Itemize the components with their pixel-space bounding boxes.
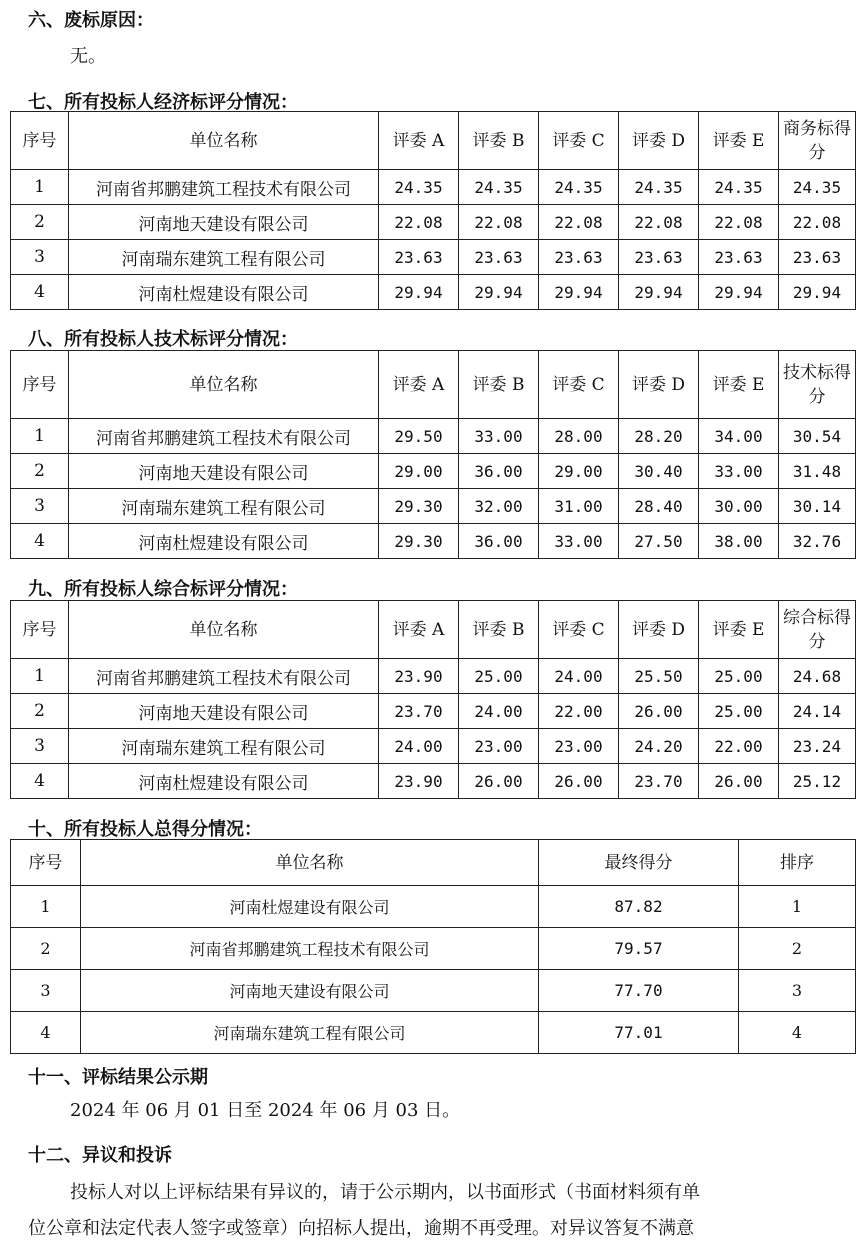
- cell-final-score: 77.01: [539, 1012, 739, 1054]
- cell-score: 31.48: [779, 454, 856, 489]
- cell-judge-a: 24.35: [379, 170, 459, 205]
- total-score-table: [10, 839, 856, 1054]
- table-row: [11, 170, 856, 205]
- cell-rank: 3: [739, 970, 856, 1012]
- table-row: [11, 659, 856, 694]
- cell-final-score: 77.70: [539, 970, 739, 1012]
- table-row: [11, 524, 856, 559]
- cell-score: 25.12: [779, 764, 856, 799]
- cell-judge-b: 25.00: [459, 659, 539, 694]
- comprehensive-score-table: [10, 600, 856, 799]
- objection-text-line-1: 投标人对以上评标结果有异议的，请于公示期内，以书面形式（书面材料须有单: [70, 1182, 700, 1203]
- cell-seq: 3: [11, 240, 69, 275]
- table-row: [11, 970, 856, 1012]
- cell-judge-b: 26.00: [459, 764, 539, 799]
- cell-seq: 2: [11, 454, 69, 489]
- section-6-text: 无。: [70, 46, 106, 67]
- table-row: [11, 240, 856, 275]
- table-row: [11, 489, 856, 524]
- cell-judge-c: 24.35: [539, 170, 619, 205]
- cell-judge-c: 29.94: [539, 275, 619, 310]
- cell-seq: 2: [11, 205, 69, 240]
- cell-judge-a: 23.63: [379, 240, 459, 275]
- cell-judge-e: 24.35: [699, 170, 779, 205]
- cell-judge-d: 25.50: [619, 659, 699, 694]
- table-row: [11, 729, 856, 764]
- cell-rank: 2: [739, 928, 856, 970]
- cell-company-name: 河南省邦鹏建筑工程技术有限公司: [69, 659, 379, 694]
- cell-judge-d: 27.50: [619, 524, 699, 559]
- header-judge-e: 评委 E: [699, 351, 779, 419]
- header-seq: 序号: [11, 112, 69, 170]
- technical-score-table: [10, 350, 856, 559]
- cell-final-score: 79.57: [539, 928, 739, 970]
- cell-judge-e: 25.00: [699, 694, 779, 729]
- section-7-title: 七、所有投标人经济标评分情况：: [28, 92, 298, 113]
- header-judge-c: 评委 C: [539, 112, 619, 170]
- cell-judge-b: 23.63: [459, 240, 539, 275]
- cell-judge-d: 22.08: [619, 205, 699, 240]
- cell-seq: 3: [11, 970, 81, 1012]
- section-11-title: 十一、评标结果公示期: [28, 1067, 208, 1088]
- table-row: [11, 928, 856, 970]
- cell-judge-a: 29.00: [379, 454, 459, 489]
- cell-company-name: 河南省邦鹏建筑工程技术有限公司: [81, 928, 539, 970]
- cell-score: 32.76: [779, 524, 856, 559]
- header-name: 单位名称: [81, 840, 539, 886]
- cell-seq: 1: [11, 659, 69, 694]
- table-row: [11, 419, 856, 454]
- cell-judge-c: 23.63: [539, 240, 619, 275]
- header-judge-d: 评委 D: [619, 601, 699, 659]
- header-judge-b: 评委 B: [459, 112, 539, 170]
- cell-judge-d: 24.35: [619, 170, 699, 205]
- cell-score: 30.14: [779, 489, 856, 524]
- cell-seq: 3: [11, 489, 69, 524]
- table-row: [11, 764, 856, 799]
- cell-judge-c: 33.00: [539, 524, 619, 559]
- header-seq: 序号: [11, 601, 69, 659]
- cell-judge-d: 28.40: [619, 489, 699, 524]
- cell-seq: 1: [11, 419, 69, 454]
- cell-judge-d: 26.00: [619, 694, 699, 729]
- header-technical-score: 技术标得分: [779, 351, 856, 419]
- cell-seq: 1: [11, 170, 69, 205]
- cell-judge-d: 30.40: [619, 454, 699, 489]
- cell-judge-d: 28.20: [619, 419, 699, 454]
- cell-company-name: 河南杜煜建设有限公司: [69, 275, 379, 310]
- cell-judge-e: 33.00: [699, 454, 779, 489]
- cell-judge-e: 26.00: [699, 764, 779, 799]
- cell-judge-b: 36.00: [459, 454, 539, 489]
- cell-company-name: 河南杜煜建设有限公司: [69, 764, 379, 799]
- cell-judge-b: 22.08: [459, 205, 539, 240]
- header-name: 单位名称: [69, 112, 379, 170]
- cell-seq: 1: [11, 886, 81, 928]
- table-row: [11, 694, 856, 729]
- cell-judge-e: 30.00: [699, 489, 779, 524]
- cell-judge-c: 29.00: [539, 454, 619, 489]
- cell-judge-d: 23.63: [619, 240, 699, 275]
- economic-score-table: [10, 111, 856, 310]
- table-row: [11, 275, 856, 310]
- cell-score: 24.35: [779, 170, 856, 205]
- header-seq: 序号: [11, 840, 81, 886]
- cell-score: 24.68: [779, 659, 856, 694]
- header-judge-c: 评委 C: [539, 351, 619, 419]
- section-6-title: 六、废标原因：: [28, 10, 154, 31]
- cell-judge-e: 34.00: [699, 419, 779, 454]
- header-name: 单位名称: [69, 601, 379, 659]
- cell-judge-a: 24.00: [379, 729, 459, 764]
- header-judge-e: 评委 E: [699, 601, 779, 659]
- header-judge-a: 评委 A: [379, 351, 459, 419]
- cell-company-name: 河南杜煜建设有限公司: [81, 886, 539, 928]
- cell-judge-e: 22.08: [699, 205, 779, 240]
- header-comprehensive-score: 综合标得分: [779, 601, 856, 659]
- table-row: [11, 1012, 856, 1054]
- cell-judge-e: 23.63: [699, 240, 779, 275]
- cell-judge-a: 29.50: [379, 419, 459, 454]
- cell-company-name: 河南地天建设有限公司: [69, 694, 379, 729]
- cell-rank: 1: [739, 886, 856, 928]
- cell-seq: 4: [11, 524, 69, 559]
- cell-seq: 4: [11, 764, 69, 799]
- cell-judge-b: 36.00: [459, 524, 539, 559]
- cell-company-name: 河南瑞东建筑工程有限公司: [81, 1012, 539, 1054]
- cell-judge-e: 25.00: [699, 659, 779, 694]
- cell-judge-b: 24.35: [459, 170, 539, 205]
- table-row: [11, 886, 856, 928]
- header-economic-score: 商务标得分: [779, 112, 856, 170]
- cell-score: 24.14: [779, 694, 856, 729]
- cell-rank: 4: [739, 1012, 856, 1054]
- cell-company-name: 河南地天建设有限公司: [69, 454, 379, 489]
- header-rank: 排序: [739, 840, 856, 886]
- section-10-title: 十、所有投标人总得分情况：: [28, 819, 262, 840]
- cell-company-name: 河南瑞东建筑工程有限公司: [69, 489, 379, 524]
- section-12-title: 十二、异议和投诉: [28, 1145, 172, 1166]
- cell-company-name: 河南地天建设有限公司: [81, 970, 539, 1012]
- header-judge-d: 评委 D: [619, 112, 699, 170]
- cell-judge-c: 22.08: [539, 205, 619, 240]
- header-seq: 序号: [11, 351, 69, 419]
- cell-company-name: 河南瑞东建筑工程有限公司: [69, 729, 379, 764]
- cell-judge-c: 28.00: [539, 419, 619, 454]
- cell-company-name: 河南省邦鹏建筑工程技术有限公司: [69, 170, 379, 205]
- cell-judge-a: 23.90: [379, 659, 459, 694]
- header-name: 单位名称: [69, 351, 379, 419]
- header-judge-a: 评委 A: [379, 112, 459, 170]
- publicity-period-text: 2024 年 06 月 01 日至 2024 年 06 月 03 日。: [70, 1100, 461, 1121]
- cell-seq: 4: [11, 1012, 81, 1054]
- table-row: [11, 205, 856, 240]
- cell-judge-c: 22.00: [539, 694, 619, 729]
- header-judge-a: 评委 A: [379, 601, 459, 659]
- cell-company-name: 河南地天建设有限公司: [69, 205, 379, 240]
- cell-judge-b: 32.00: [459, 489, 539, 524]
- cell-judge-a: 23.90: [379, 764, 459, 799]
- cell-judge-b: 33.00: [459, 419, 539, 454]
- cell-final-score: 87.82: [539, 886, 739, 928]
- objection-text-line-2: 位公章和法定代表人签字或签章）向招标人提出，逾期不再受理。对异议答复不满意: [28, 1218, 694, 1239]
- cell-judge-b: 29.94: [459, 275, 539, 310]
- cell-judge-e: 29.94: [699, 275, 779, 310]
- cell-judge-a: 29.30: [379, 524, 459, 559]
- cell-score: 30.54: [779, 419, 856, 454]
- cell-judge-a: 29.30: [379, 489, 459, 524]
- cell-seq: 2: [11, 694, 69, 729]
- cell-company-name: 河南省邦鹏建筑工程技术有限公司: [69, 419, 379, 454]
- cell-judge-b: 24.00: [459, 694, 539, 729]
- header-judge-b: 评委 B: [459, 351, 539, 419]
- cell-score: 29.94: [779, 275, 856, 310]
- header-judge-c: 评委 C: [539, 601, 619, 659]
- cell-company-name: 河南杜煜建设有限公司: [69, 524, 379, 559]
- cell-judge-a: 22.08: [379, 205, 459, 240]
- cell-judge-c: 23.00: [539, 729, 619, 764]
- cell-judge-d: 24.20: [619, 729, 699, 764]
- cell-judge-c: 24.00: [539, 659, 619, 694]
- cell-judge-c: 31.00: [539, 489, 619, 524]
- section-8-title: 八、所有投标人技术标评分情况：: [28, 329, 298, 350]
- cell-score: 23.63: [779, 240, 856, 275]
- cell-seq: 3: [11, 729, 69, 764]
- cell-seq: 2: [11, 928, 81, 970]
- cell-judge-e: 22.00: [699, 729, 779, 764]
- header-judge-b: 评委 B: [459, 601, 539, 659]
- cell-judge-d: 29.94: [619, 275, 699, 310]
- cell-judge-c: 26.00: [539, 764, 619, 799]
- header-judge-d: 评委 D: [619, 351, 699, 419]
- header-final-score: 最终得分: [539, 840, 739, 886]
- cell-company-name: 河南瑞东建筑工程有限公司: [69, 240, 379, 275]
- section-9-title: 九、所有投标人综合标评分情况：: [28, 579, 298, 600]
- cell-score: 23.24: [779, 729, 856, 764]
- header-judge-e: 评委 E: [699, 112, 779, 170]
- cell-judge-a: 29.94: [379, 275, 459, 310]
- cell-judge-a: 23.70: [379, 694, 459, 729]
- table-row: [11, 454, 856, 489]
- cell-judge-b: 23.00: [459, 729, 539, 764]
- cell-judge-e: 38.00: [699, 524, 779, 559]
- cell-seq: 4: [11, 275, 69, 310]
- cell-judge-d: 23.70: [619, 764, 699, 799]
- cell-score: 22.08: [779, 205, 856, 240]
